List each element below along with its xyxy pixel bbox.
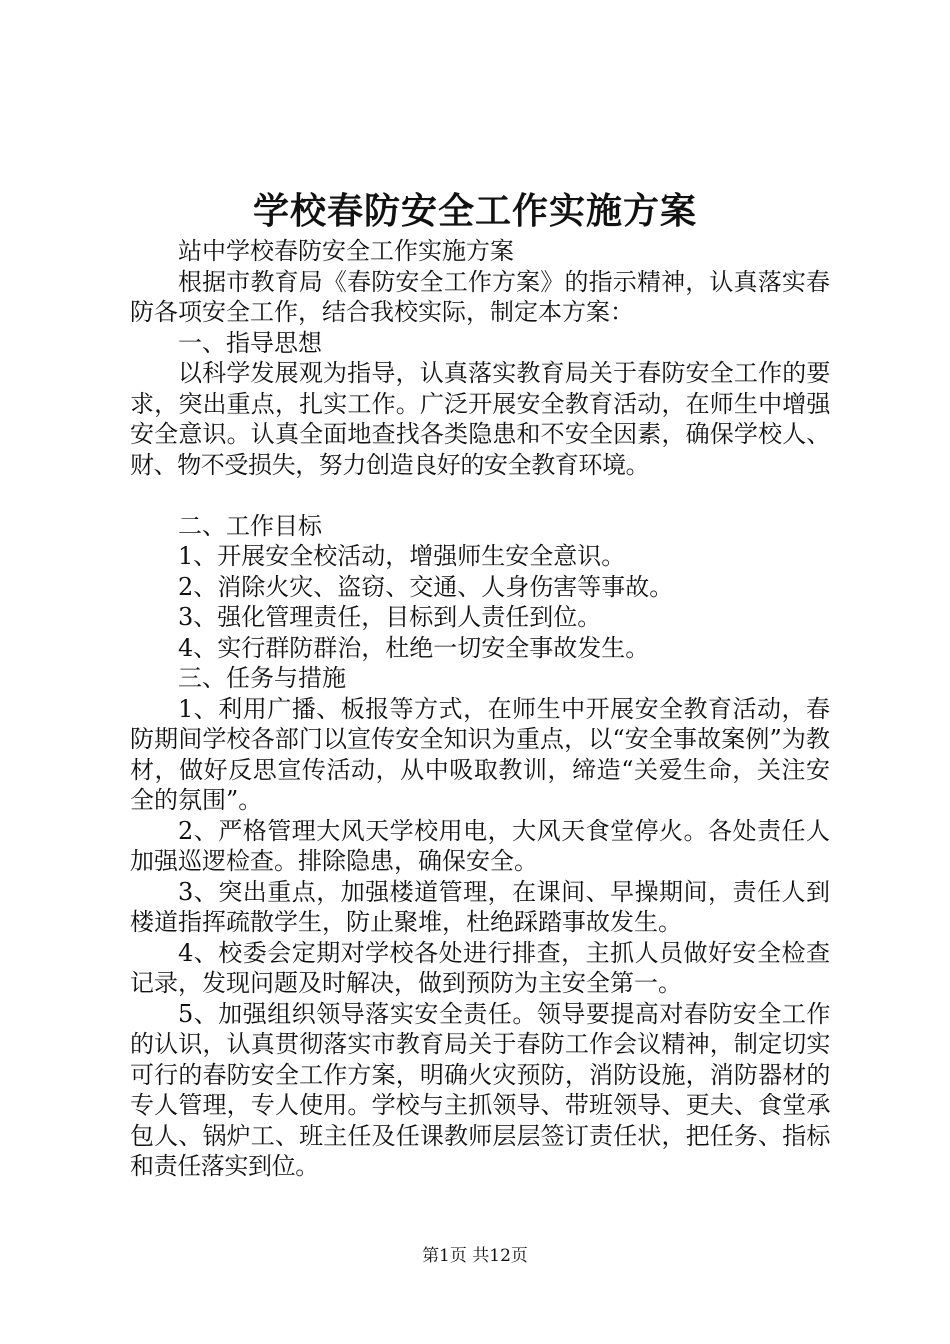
task-item: 1、利用广播、板报等方式，在师生中开展安全教育活动，春防期间学校各部门以宣传安全知识为重点，以“安全事故案例”为教材，做好反思宣传活动，从中吸取教训，缔造“关爱生命，关注安全的氛围”。: [130, 694, 830, 814]
document-body: [130, 236, 830, 1182]
task-item: 4、校委会定期对学校各处进行排查，主抓人员做好安全检查记录，发现问题及时解决，做到预防为主安全第一。: [130, 938, 830, 997]
paragraph-heading-line: 站中学校春防安全工作实施方案: [178, 237, 514, 265]
document-title: 学校春防安全工作实施方案: [252, 190, 697, 232]
section-heading-tasks: 三、任务与措施: [178, 664, 346, 692]
paragraph-intro: 根据市教育局《春防安全工作方案》的指示精神，认真落实春防各项安全工作，结合我校实际，制定本方案：: [130, 267, 830, 326]
goal-item: 2、消除火灾、盗窃、交通、人身伤害等事故。: [178, 572, 674, 601]
section-heading-guiding-ideology: 一、指导思想: [178, 328, 322, 357]
page-number-footer: 第1页 共12页: [422, 1246, 528, 1266]
goal-item: 4、实行群防群治，杜绝一切安全事故发生。: [178, 633, 650, 662]
goal-item: 3、强化管理责任，目标到人责任到位。: [178, 603, 602, 631]
task-item: 2、严格管理大风天学校用电，大风天食堂停火。各处责任人加强巡逻检查。排除隐患，确保安全。: [130, 816, 830, 875]
task-item: 5、加强组织领导落实安全责任。领导要提高对春防安全工作的认识，认真贯彻落实市教育局关于春防工作会议精神，制定切实可行的春防安全工作方案，明确火灾预防，消防设施，消防器材的专人管理，专人使用。学校与主抓领导、带班领导、更夫、食堂承包人、锅炉工、班主任及任课教师层层签订责任状，把任务、指标和责任落实到位。: [130, 999, 830, 1180]
section-heading-work-goals: 二、工作目标: [178, 511, 322, 540]
blank-line: [130, 480, 830, 511]
goal-item: 1、开展安全校活动，增强师生安全意识。: [178, 542, 626, 570]
task-item: 3、突出重点，加强楼道管理，在课间、早操期间，责任人到楼道指挥疏散学生，防止聚堆，杜绝踩踏事故发生。: [130, 877, 830, 936]
paragraph-guiding-ideology: 以科学发展观为指导，认真落实教育局关于春防安全工作的要求，突出重点，扎实工作。广泛开展安全教育活动，在师生中增强安全意识。认真全面地查找各类隐患和不安全因素，确保学校人、财、物不受损失，努力创造良好的安全教育环境。: [130, 359, 830, 479]
